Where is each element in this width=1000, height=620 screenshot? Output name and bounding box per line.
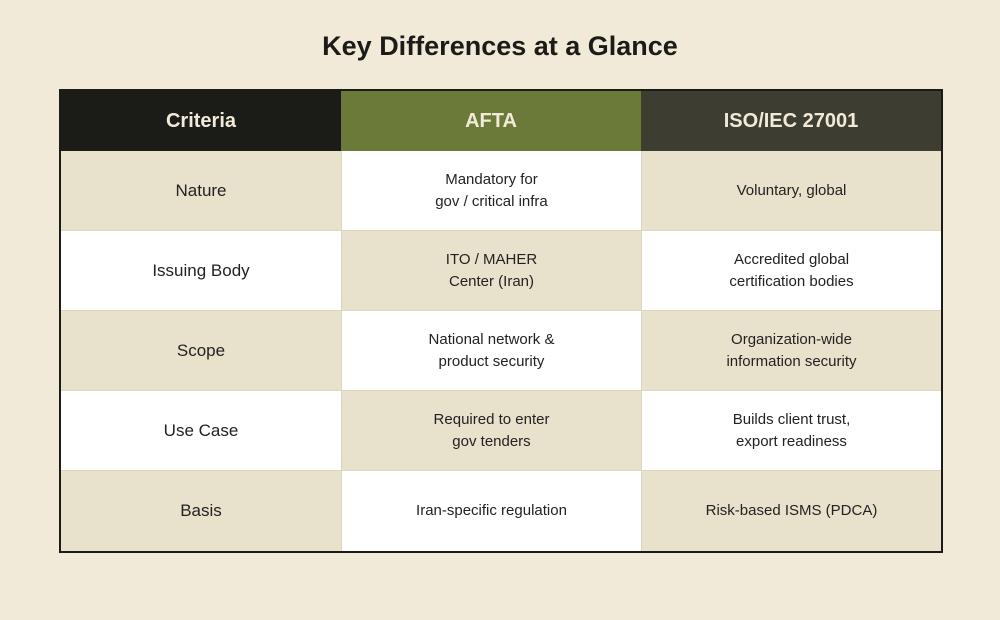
afta-cell-line: Mandatory for: [445, 170, 538, 188]
iso-cell-line: Voluntary, global: [736, 181, 847, 199]
table-row: [61, 311, 941, 391]
table-row: [61, 151, 941, 231]
header-afta: AFTA: [341, 91, 641, 151]
iso-cell-line: certification bodies: [729, 272, 854, 290]
header-criteria: Criteria: [61, 91, 341, 151]
afta-cell: [341, 311, 641, 391]
iso-cell: [641, 391, 941, 471]
afta-cell-line: ITO / MAHER: [445, 250, 538, 268]
iso-cell-line: Accredited global: [733, 250, 850, 268]
table-row: [61, 231, 941, 311]
table-row: [61, 391, 941, 471]
criteria-cell: Use Case: [61, 391, 341, 471]
afta-cell-line: gov / critical infra: [435, 192, 548, 210]
table-header-row: [61, 91, 941, 151]
criteria-cell: Issuing Body: [61, 231, 341, 311]
table-row: [61, 471, 941, 551]
iso-cell-line: Organization-wide: [731, 330, 852, 348]
iso-cell: [641, 471, 941, 551]
iso-cell: [641, 311, 941, 391]
iso-cell: [641, 231, 941, 311]
afta-cell-line: product security: [438, 352, 545, 370]
afta-cell: [341, 151, 641, 231]
afta-cell-line: Required to enter: [433, 410, 550, 428]
afta-cell: [341, 231, 641, 311]
iso-cell-line: export readiness: [736, 432, 847, 450]
iso-cell: [641, 151, 941, 231]
afta-cell-line: Center (Iran): [448, 272, 535, 290]
afta-cell-line: Iran-specific regulation: [416, 502, 567, 519]
iso-cell-line: information security: [726, 352, 857, 370]
afta-cell-line: National network &: [428, 330, 555, 348]
afta-cell-line: gov tenders: [452, 432, 531, 450]
iso-cell-line: Risk-based ISMS (PDCA): [705, 502, 878, 519]
comparison-table: [59, 89, 943, 553]
criteria-cell: Nature: [61, 151, 341, 231]
afta-cell: [341, 391, 641, 471]
page-title: Key Differences at a Glance: [322, 31, 678, 61]
header-iso: ISO/IEC 27001: [641, 91, 941, 151]
criteria-cell: Scope: [61, 311, 341, 391]
afta-cell: [341, 471, 641, 551]
criteria-cell: Basis: [61, 471, 341, 551]
iso-cell-line: Builds client trust,: [732, 410, 851, 428]
